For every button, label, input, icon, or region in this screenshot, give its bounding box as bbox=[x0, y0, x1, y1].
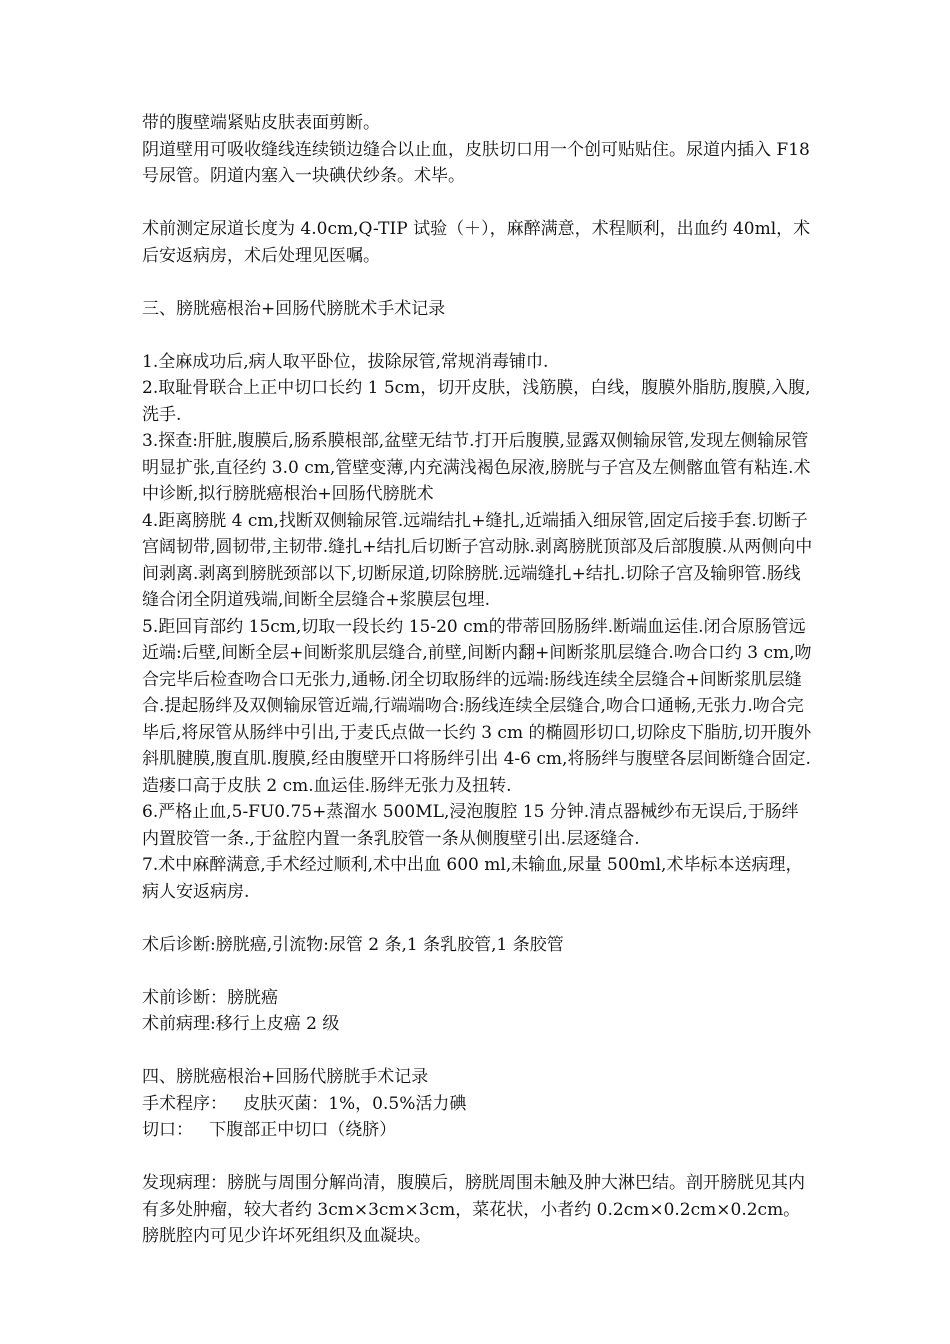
paragraph: 4.距离膀胱 4 cm,找断双侧输尿管.远端结扎+缝扎,近端插入细尿管,固定后接手套.切断子宫阔韧带,圆韧带,主韧带.缝扎+结扎后切断子宫动脉.剥离膀胱顶部及后部腹膜.从两侧向中间剥离.剥离到膀胱颈部以下,切断尿道,切除膀胱.远端缝扎+结扎.切除子宫及输卵管.肠线缝合闭全阴道残端,间断全层缝合+浆膜层包埋. bbox=[142, 510, 813, 610]
paragraph: 3.探查:肝脏,腹膜后,肠系膜根部,盆壁无结节.打开后腹膜,显露双侧输尿管,发现左侧输尿管明显扩张,直径约 3.0 cm,管壁变薄,内充满浅褐色尿液,膀胱与子宫及左侧髂血管有粘连.术中诊断,拟行膀胱癌根治+回肠代膀胱术 bbox=[142, 431, 811, 504]
paragraph: 手术程序： 皮肤灭菌：1%，0.5%活力碘 bbox=[142, 1093, 467, 1114]
paragraph-spacer bbox=[142, 1144, 814, 1171]
paragraph: 术前测定尿道长度为 4.0cm,Q-TIP 试验（＋），麻醉满意，术程顺利，出血约 40ml，术后安返病房，术后处理见医嘱。 bbox=[142, 219, 811, 266]
paragraph-spacer bbox=[142, 269, 814, 296]
paragraph: 阴道壁用可吸收缝线连续锁边缝合以止血，皮肤切口用一个创可贴贴住。尿道内插入 F18 号尿管。阴道内塞入一块碘伏纱条。术毕。 bbox=[142, 139, 816, 186]
paragraph: 1.全麻成功后,病人取平卧位，拔除尿管,常规消毒铺巾. bbox=[142, 351, 549, 372]
paragraph: 2.取耻骨联合上正中切口长约 1 5cm，切开皮肤，浅筋膜，白线，腹膜外脂肪,腹膜,入腹,洗手. bbox=[142, 378, 811, 425]
paragraph: 切口： 下腹部正中切口（绕脐） bbox=[142, 1120, 397, 1140]
paragraph: 术前病理:移行上皮癌 2 级 bbox=[142, 1014, 340, 1034]
paragraph: 发现病理：膀胱与周围分解尚清，腹膜后，膀胱周围未触及肿大淋巴结。剖开膀胱见其内有多处肿瘤，较大者约 3cm×3cm×3cm，菜花状，小者约 0.2cm×0.2cm×0.2cm。膀胱腔内可见少许坏死组织及血凝块。 bbox=[142, 1173, 805, 1246]
paragraph: 术后诊断:膀胱癌,引流物:尿管 2 条,1 条乳胶管,1 条胶管 bbox=[142, 934, 564, 955]
paragraph-spacer bbox=[142, 190, 814, 217]
paragraph: 带的腹壁端紧贴皮肤表面剪断。 bbox=[142, 113, 380, 133]
paragraph: 6.严格止血,5-FU0.75+蒸溜水 500ML,浸泡腹腔 15 分钟.清点器械纱布无误后,于肠绊内置胶管一条.,于盆腔内置一条乳胶管一条从侧腹壁引出.层逐缝合. bbox=[142, 802, 799, 849]
paragraph: 5.距回肓部约 15cm,切取一段长约 15-20 cm的带蒂回肠肠绊.断端血运佳.闭合原肠管远近端:后壁,间断全层+间断浆肌层缝合,前壁,间断内翻+间断浆肌层缝合.吻合口约 3 cm,吻合完毕后检查吻合口无张力,通畅.闭全切取肠绊的远端:肠线连续全层缝合+间断浆肌层缝合.提起肠绊及双侧输尿管近端,行端端吻合:肠线连续全层缝合,吻合口通畅,无张力.吻合完毕后,将尿管从肠绊中引出,于麦氏点做一长约 3 cm 的椭圆形切口,切除皮下脂肪,切开腹外斜肌腱膜,腹直肌.腹膜,经由腹壁开口将肠绊引出 4-6 cm,将肠绊与腹壁各层间断缝合固定.造瘘口高于皮肤 2 cm.血运佳.肠绊无张力及扭转. bbox=[142, 616, 812, 796]
paragraph: 术前诊断：膀胱癌 bbox=[142, 987, 278, 1008]
paragraph-spacer bbox=[142, 322, 814, 349]
paragraph-spacer bbox=[142, 905, 814, 932]
document-page bbox=[142, 110, 814, 1250]
paragraph: 7.术中麻醉满意,手术经过顺利,术中出血 600 ml,未输血,尿量 500ml,术毕标本送病理，病人安返病房. bbox=[142, 855, 803, 902]
paragraph-spacer bbox=[142, 1038, 814, 1065]
section-heading: 三、膀胱癌根治+回肠代膀胱术手术记录 bbox=[142, 298, 446, 319]
paragraph-spacer bbox=[142, 958, 814, 985]
section-heading: 四、膀胱癌根治+回肠代膀胱手术记录 bbox=[142, 1067, 429, 1087]
